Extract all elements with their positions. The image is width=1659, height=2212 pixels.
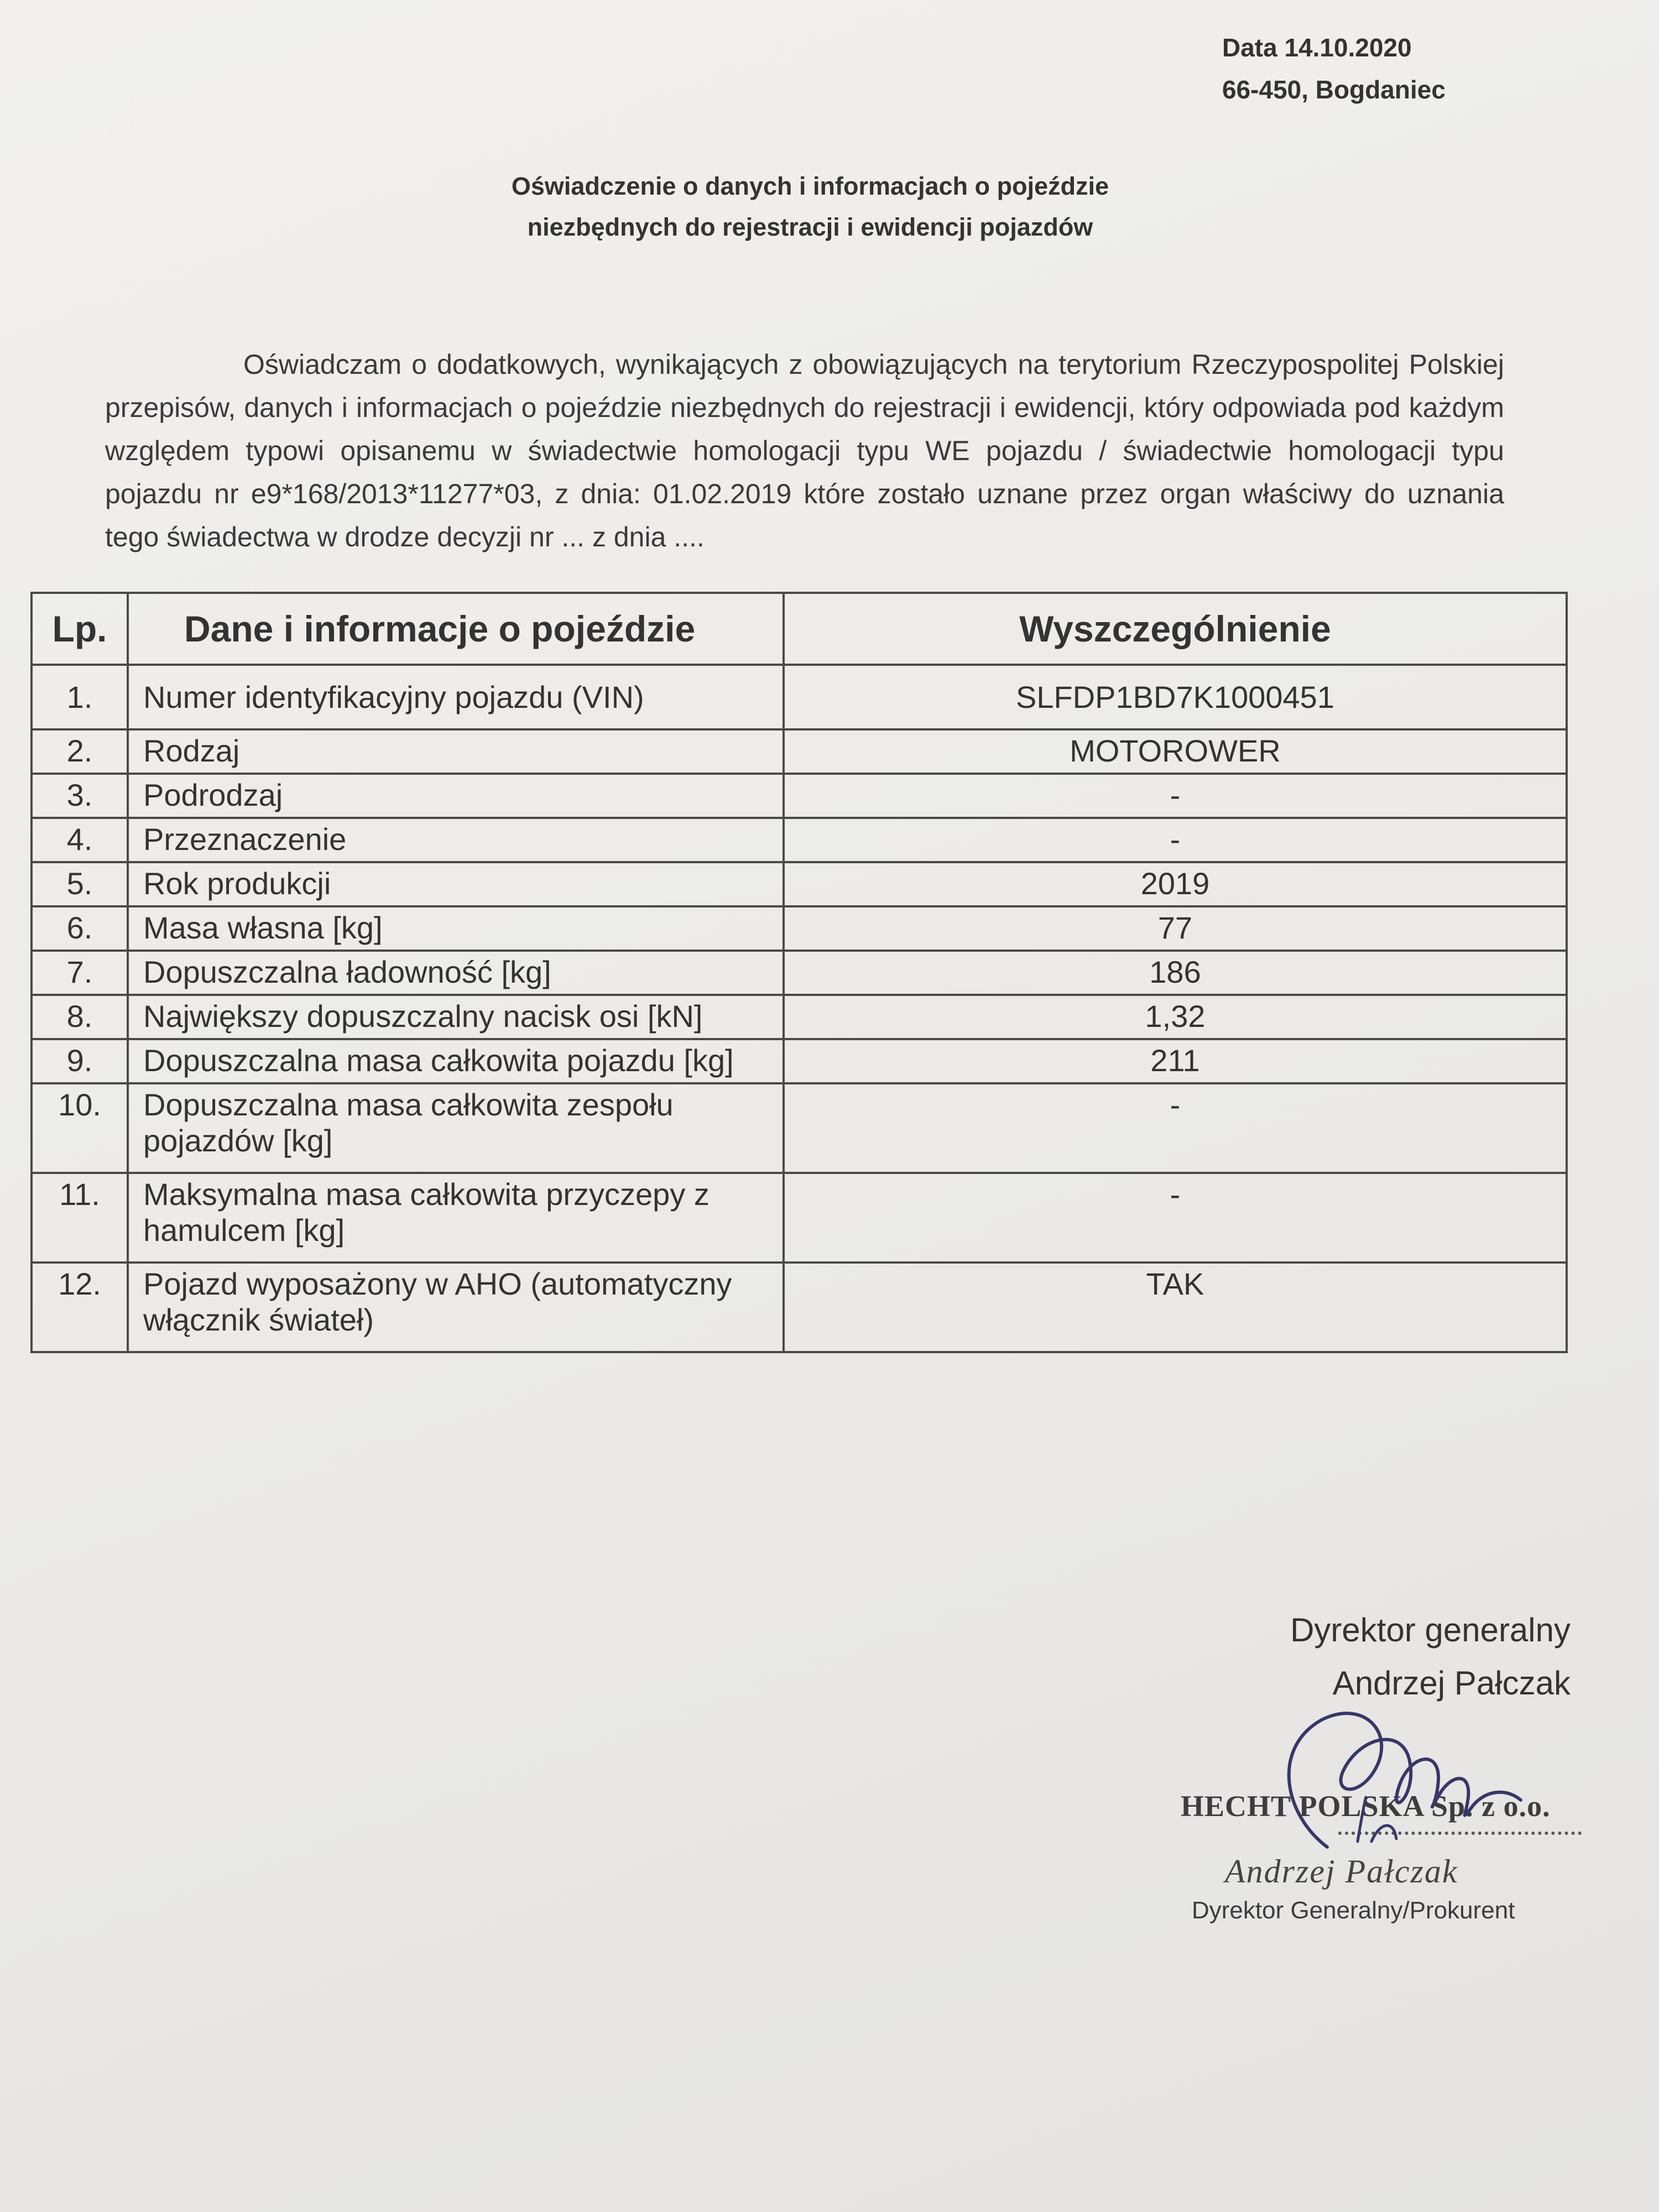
stamp-role: Dyrektor Generalny/Prokurent <box>1192 1897 1515 1924</box>
row-number: 3. <box>32 774 128 818</box>
row-value: - <box>784 1173 1567 1262</box>
row-number: 10. <box>32 1083 128 1173</box>
row-number: 6. <box>32 906 128 951</box>
row-value: TAK <box>784 1262 1567 1352</box>
row-label: Podrodzaj <box>128 774 784 818</box>
row-label: Masa własna [kg] <box>128 906 784 951</box>
signatory-title: Dyrektor generalny <box>1290 1611 1571 1648</box>
row-number: 8. <box>32 995 128 1039</box>
row-number: 5. <box>32 862 128 906</box>
row-label: Rok produkcji <box>128 862 784 906</box>
row-value: 77 <box>784 906 1567 951</box>
row-label: Przeznaczenie <box>128 818 784 862</box>
table-row <box>32 665 1567 729</box>
signatory-block <box>1233 1604 1571 1710</box>
title-line-2: niezbędnych do rejestracji i ewidencji pojazdów <box>527 213 1093 241</box>
table-row <box>32 1083 1567 1173</box>
document-header <box>1222 27 1446 111</box>
table-row <box>32 995 1567 1039</box>
title-line-1: Oświadczenie o danych i informacjach o pojeździe <box>511 172 1109 200</box>
row-number: 9. <box>32 1039 128 1083</box>
stamp-company: HECHT POLSKA Sp. z o.o. <box>1181 1790 1551 1823</box>
row-value: SLFDP1BD7K1000451 <box>784 665 1567 729</box>
row-label: Numer identyfikacyjny pojazdu (VIN) <box>128 665 784 729</box>
header-lp: Lp. <box>32 593 128 665</box>
document-title <box>332 166 1288 248</box>
row-label: Dopuszczalna masa całkowita pojazdu [kg] <box>128 1039 784 1083</box>
row-value: 186 <box>784 951 1567 995</box>
row-label: Rodzaj <box>128 729 784 774</box>
signatory-name: Andrzej Pałczak <box>1332 1665 1571 1702</box>
row-number: 1. <box>32 665 128 729</box>
table-row <box>32 906 1567 951</box>
stamp-name: Andrzej Pałczak <box>1225 1853 1458 1890</box>
row-label: Dopuszczalna ładowność [kg] <box>128 951 784 995</box>
intro-paragraph <box>105 343 1504 559</box>
row-number: 12. <box>32 1262 128 1352</box>
table-row <box>32 951 1567 995</box>
row-label: Pojazd wyposażony w AHO (automatyczny włącznik świateł) <box>128 1262 784 1352</box>
row-value: - <box>784 774 1567 818</box>
handwritten-signature <box>1261 1703 1548 1869</box>
row-value: - <box>784 818 1567 862</box>
table-row <box>32 1173 1567 1262</box>
table-row <box>32 729 1567 774</box>
row-value: 2019 <box>784 862 1567 906</box>
row-value: 1,32 <box>784 995 1567 1039</box>
table-row <box>32 1039 1567 1083</box>
table-row <box>32 862 1567 906</box>
table-row <box>32 774 1567 818</box>
row-number: 11. <box>32 1173 128 1262</box>
header-description: Dane i informacje o pojeździe <box>128 593 784 665</box>
table-row <box>32 1262 1567 1352</box>
table-row <box>32 818 1567 862</box>
row-number: 2. <box>32 729 128 774</box>
row-number: 4. <box>32 818 128 862</box>
header-value: Wyszczególnienie <box>784 593 1567 665</box>
row-value: MOTOROWER <box>784 729 1567 774</box>
vehicle-data-table <box>30 592 1568 1353</box>
row-value: 211 <box>784 1039 1567 1083</box>
row-label: Dopuszczalna masa całkowita zespołu pojazdów [kg] <box>128 1083 784 1173</box>
row-label: Maksymalna masa całkowita przyczepy z hamulcem [kg] <box>128 1173 784 1262</box>
row-number: 7. <box>32 951 128 995</box>
row-value: - <box>784 1083 1567 1173</box>
table-header-row <box>32 593 1567 665</box>
document-date: Data 14.10.2020 <box>1222 33 1412 62</box>
document-address: 66-450, Bogdaniec <box>1222 75 1446 104</box>
row-label: Największy dopuszczalny nacisk osi [kN] <box>128 995 784 1039</box>
intro-text: Oświadczam o dodatkowych, wynikających z obowiązujących na terytorium Rzeczypospolitej Polskiej przepisów, danych i informacjach o pojeździe niezbędnych do rejestracji i ewidencji, który odpowiada pod każdym względem typowi opisanemu w świadectwie homologacji typu WE pojazdu / świadectwie homologacji typu pojazdu nr e9*168/2013*11277*03, z dnia: 01.02.2019 które zostało uznane przez organ właściwy do uznania tego świadectwa w drodze decyzji nr ... z dnia .... <box>105 349 1504 552</box>
